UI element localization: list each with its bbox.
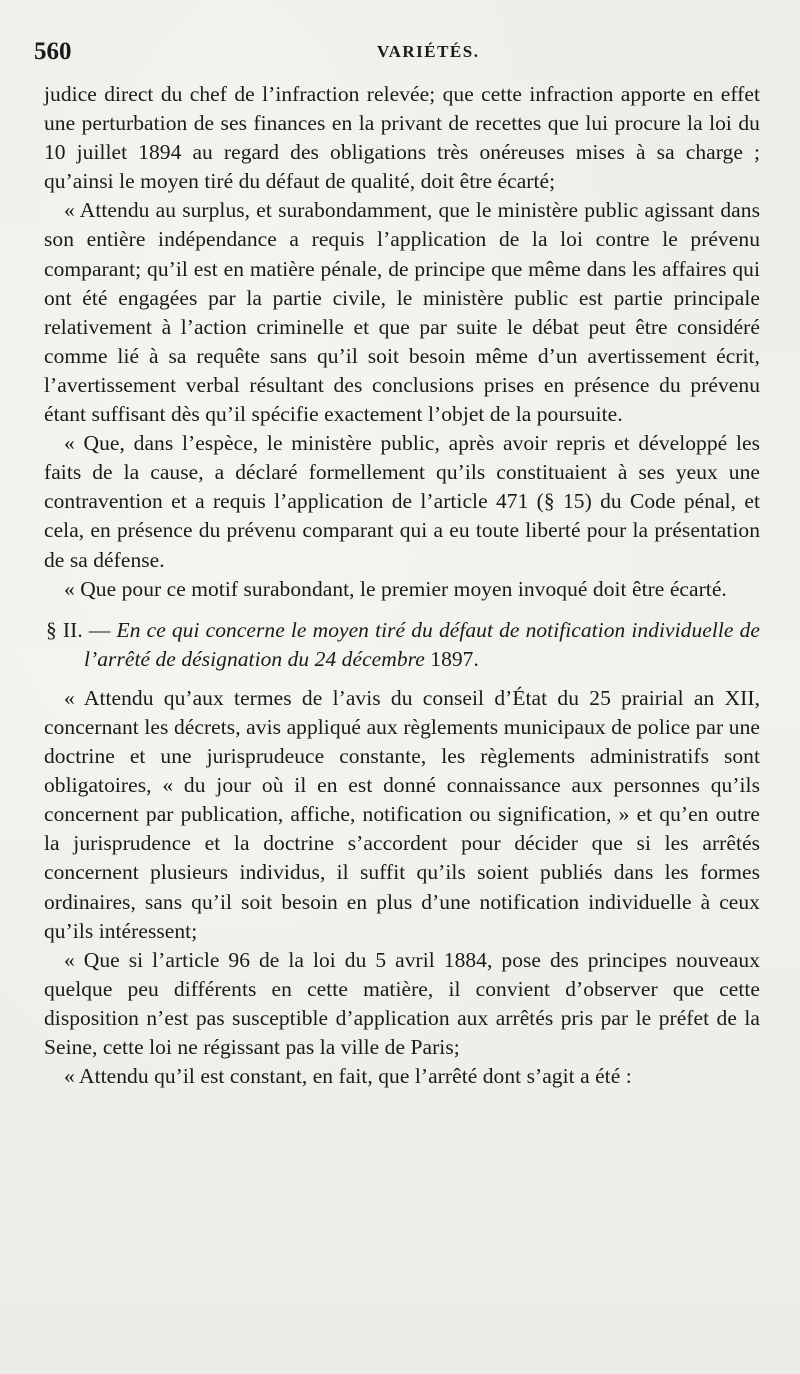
section-mark: § II. —: [46, 617, 111, 642]
section-title: En ce qui concerne le moyen tiré du défaut de notification individuelle de l’arrêté de désignation du 24 décembre: [84, 617, 760, 671]
page-header: [34, 38, 760, 72]
section-year: 1897.: [430, 646, 479, 671]
paragraph-continuation: judice direct du chef de l’infraction relevée; que cette infraction apporte en effet une perturbation de ses finances en la privant de recettes que lui procure la loi du 10 juillet 1894 au regard des obligations très onéreuses mises à sa charge ; qu’ainsi le moyen tiré du défaut de qualité, doit être écarté;: [44, 82, 760, 194]
paragraph-avis-conseil: « Attendu qu’aux termes de l’avis du conseil d’État du 25 prairial an XII, concernant les décrets, avis appliqué aux règlements municipaux de police par une doctrine et une jurisprudeuce constante, les règlements administratifs sont obligatoires, « du jour où il en est donné connaissance aux personnes qu’ils concernent par publication, affiche, notification ou signification, » et qu’en outre la jurisprudence et la doctrine s’accordent pour décider que si les arrêtés concernent plusieurs individus, il suffit qu’ils soient publiés dans les formes ordinaires, sans qu’il soit besoin en plus d’une notification individuelle à ceux qu’ils intéressent;: [44, 685, 760, 943]
paragraph-motif-surabondant: « Que pour ce motif surabondant, le premier moyen invoqué doit être écarté.: [64, 576, 727, 601]
paragraph-attendu-constant: « Attendu qu’il est constant, en fait, que l’arrêté dont s’agit a été :: [64, 1064, 632, 1089]
paragraph-espece: « Que, dans l’espèce, le ministère public, après avoir repris et développé les faits de la cause, a déclaré formellement qu’ils constituaient à ses yeux une contravention et a requis l’application de l’article 471 (§ 15) du Code pénal, et cela, en présence du prévenu comparant qui a eu toute liberté pour la présentation de sa défense.: [44, 431, 760, 572]
paragraph-article-96: « Que si l’article 96 de la loi du 5 avril 1884, pose des principes nouveaux quelque peu différents en cette matière, il convient d’observer que cette disposition n’est pas susceptible d’application aux arrêtés pris par le préfet de la Seine, cette loi ne régissant pas la ville de Paris;: [44, 947, 760, 1059]
page-number: 560: [34, 38, 72, 65]
paragraph-attendu-surplus: « Attendu au surplus, et surabondamment, que le ministère public agissant dans son entière indépendance a requis l’application de la loi contre le prévenu comparant; qu’il est en matière pénale, de principe que même dans les affaires qui ont été engagées par la partie civile, le ministère public est partie principale relativement à l’action criminelle et que par suite le débat peut être considéré comme lié à sa requête sans qu’il soit besoin même d’un avertissement écrit, l’avertissement verbal résultant des conclusions prises en présence du prévenu étant suffisant dès qu’il spécifie exactement l’objet de la poursuite.: [44, 198, 760, 427]
running-head: VARIÉTÉS.: [377, 42, 480, 61]
section-heading: [44, 616, 760, 674]
body-text: [44, 80, 760, 1091]
